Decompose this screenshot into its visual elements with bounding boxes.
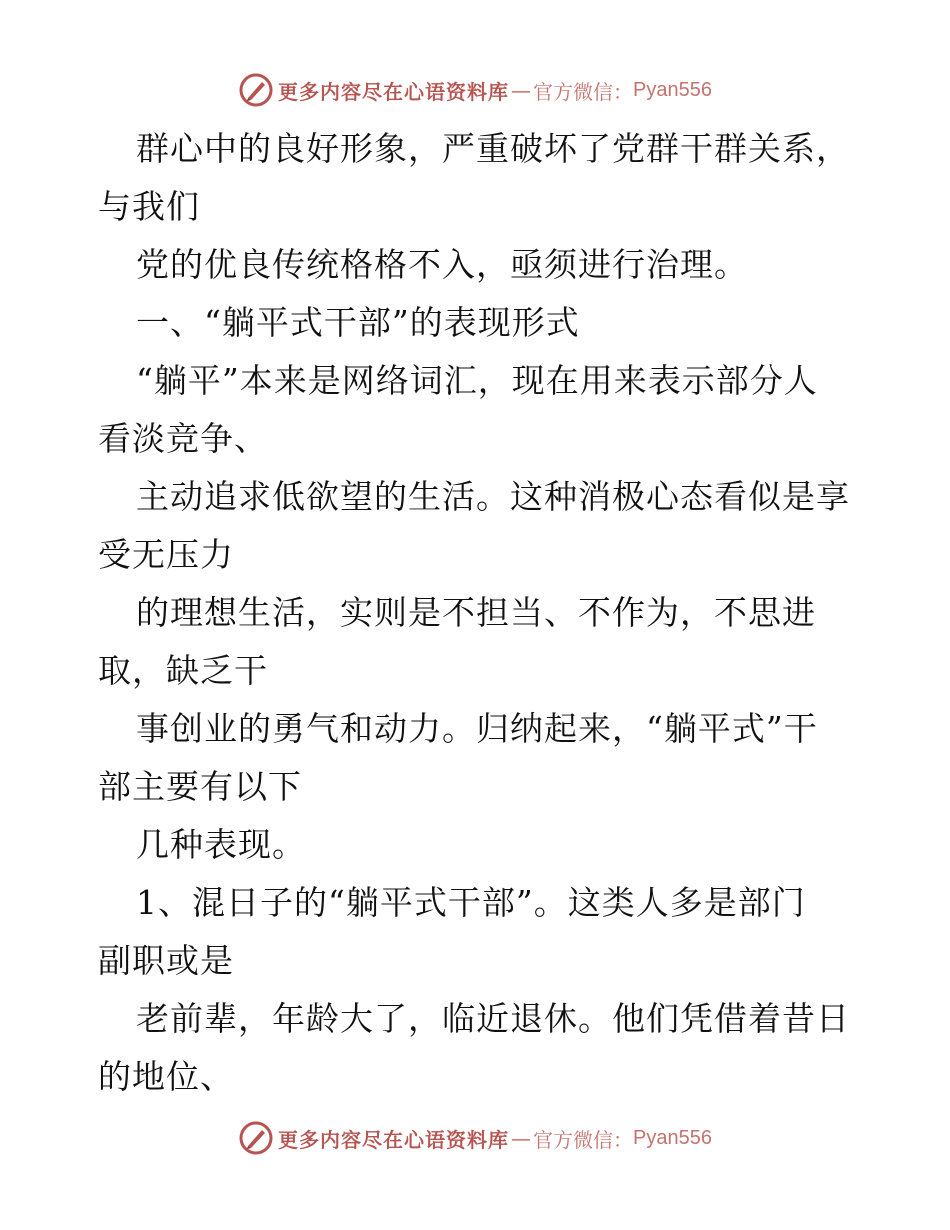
text-line: 事创业的勇气和动力。归纳起来，“躺平式”干: [136, 709, 818, 748]
watermark-separator: —: [511, 78, 532, 102]
section-heading: 一、“躺平式干部”的表现形式: [136, 303, 580, 342]
watermark-wechat-label: 官方微信：: [533, 1127, 634, 1152]
watermark-wechat-label: 官方微信：: [533, 79, 634, 104]
text-line: 主动追求低欲望的生活。这种消极心态看似是享: [136, 477, 850, 516]
header-watermark: [0, 70, 950, 110]
text-line: 受无压力: [98, 535, 234, 574]
footer-watermark: [0, 1118, 950, 1158]
pen-circle-logo-icon: [238, 72, 274, 108]
text-line: 看淡竞争、: [98, 419, 268, 458]
watermark-separator: —: [511, 1126, 532, 1150]
text-line: 群心中的良好形象，严重破坏了党群干群关系，: [136, 129, 850, 168]
watermark-wechat-id: Pyan556: [633, 1126, 712, 1149]
text-line: 老前辈，年龄大了，临近退休。他们凭借着昔日: [136, 999, 850, 1038]
text-line: 与我们: [98, 187, 200, 226]
text-line: 几种表现。: [136, 825, 306, 864]
text-line: 的理想生活，实则是不担当、不作为，不思进: [136, 593, 816, 632]
document-body: [98, 120, 858, 1106]
text-line: 党的优良传统格格不入，亟须进行治理。: [136, 245, 748, 284]
watermark-text: 更多内容尽在心语资料库: [278, 79, 510, 104]
text-line: 取，缺乏干: [98, 651, 268, 690]
text-line: 部主要有以下: [98, 767, 302, 806]
text-line: 副职或是: [98, 941, 234, 980]
text-line: 的地位、: [98, 1057, 234, 1096]
list-item-heading: 1、混日子的“躺平式干部”。这类人多是部门: [136, 883, 806, 922]
watermark-text: 更多内容尽在心语资料库: [278, 1127, 510, 1152]
watermark-wechat-id: Pyan556: [633, 78, 712, 101]
text-line: “躺平”本来是网络词汇，现在用来表示部分人: [136, 361, 818, 400]
pen-circle-logo-icon: [238, 1120, 274, 1156]
